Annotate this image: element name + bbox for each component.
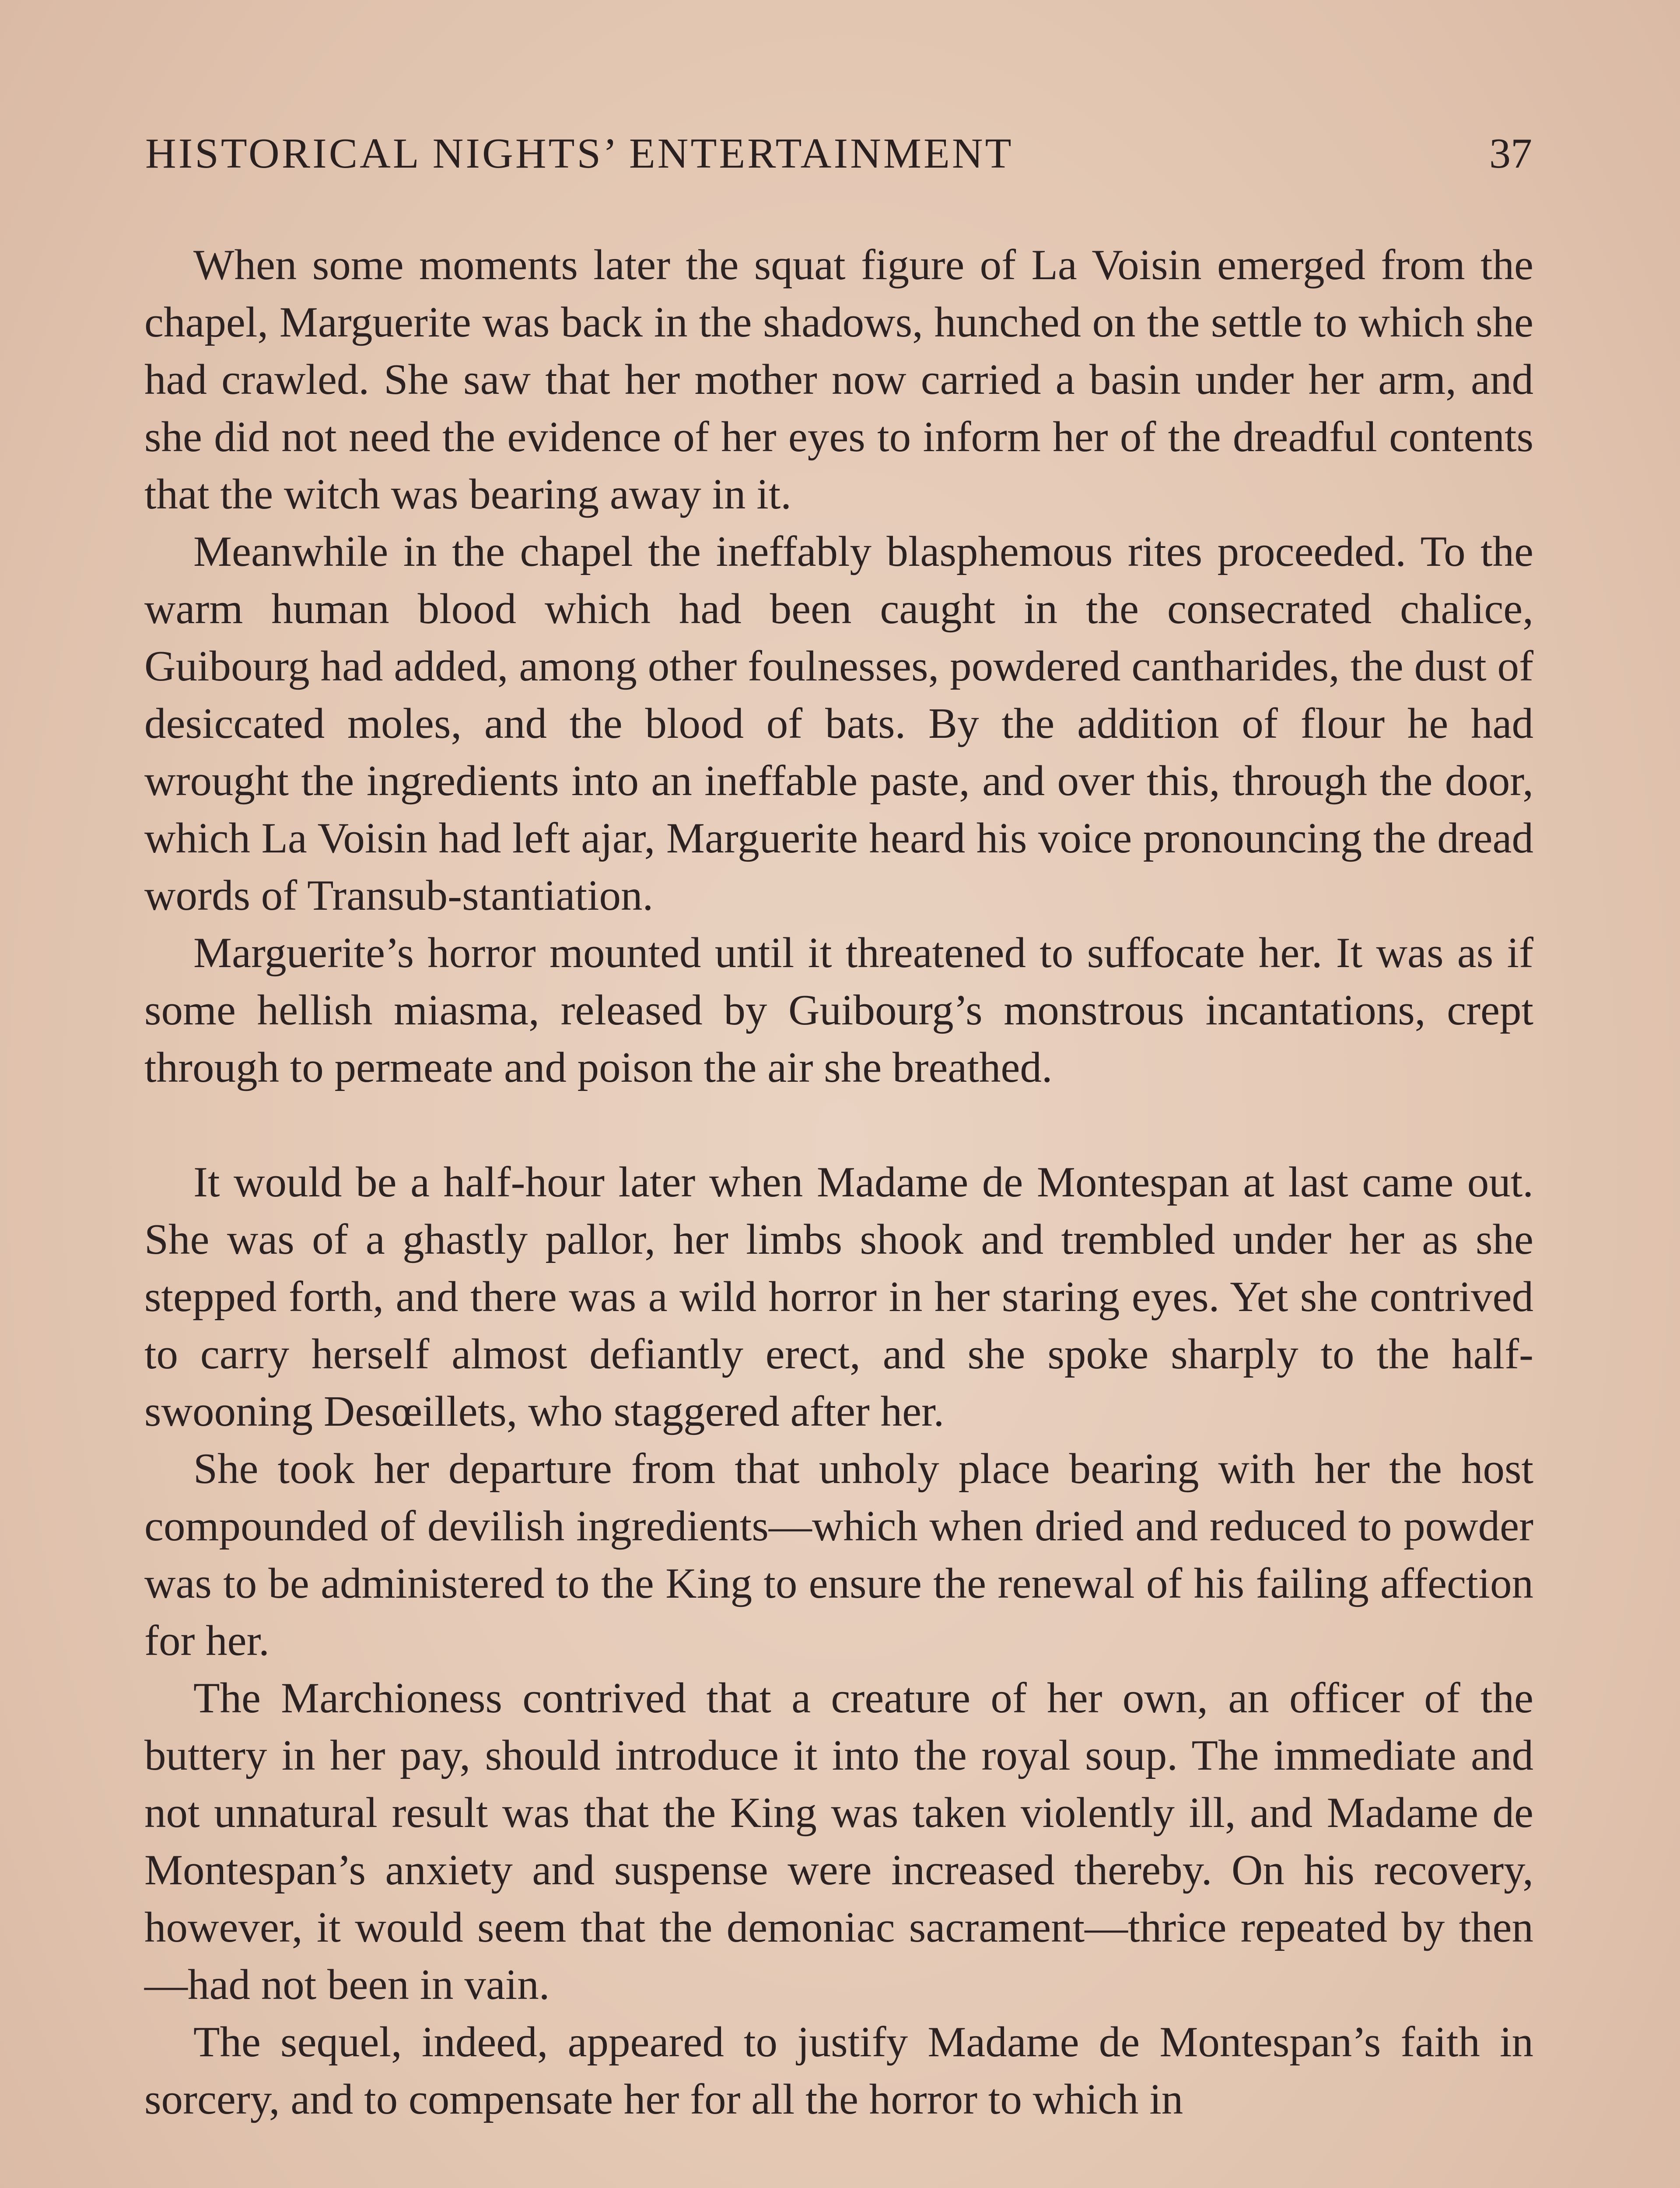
page-number: 37 [1489, 130, 1532, 177]
paragraph: When some moments later the squat figure of La Voisin emerged from the chapel, Marguerite was back in the shadows, hunched on the settle to which she had crawled. She saw that her mother now carried a basin under her arm, and she did not need the evidence of her eyes to inform her of the dreadful contents that the witch was bearing away in it. [144, 241, 1533, 518]
paragraph: Meanwhile in the chapel the ineffably blasphemous rites proceeded. To the warm human blood which had been caught in the consecrated chalice, Guibourg had added, among other foulnesses, powdered cantharides, the dust of desiccated moles, and the blood of bats. By the addition of flour he had wrought the ingredients into an ineffable paste, and over this, through the door, which La Voisin had left ajar, Marguerite heard his voice pronouncing the dread words of Transub-stantiation. [144, 528, 1533, 919]
paragraph: She took her departure from that unholy place bearing with her the host compounded of devilish ingredients—which when dried and reduced to powder was to be administered to the King to ensure the renewal of his failing affection for her. [144, 1445, 1533, 1665]
paragraph: The sequel, indeed, appeared to justify Madame de Montespan’s faith in sorcery, and to compensate her for all the horror to which in [144, 2018, 1533, 2123]
running-title: HISTORICAL NIGHTS’ ENTERTAINMENT [145, 130, 1014, 177]
paragraph: It would be a half-hour later when Madame de Montespan at last came out. She was of a ghastly pallor, her limbs shook and trembled under her as she stepped forth, and there was a wild horror in her staring eyes. Yet she contrived to carry herself almost defiantly erect, and she spoke sharply to the half-swooning Desœillets, who staggered after her. [144, 1158, 1533, 1435]
paragraph: Marguerite’s horror mounted until it threatened to suffocate her. It was as if some hellish miasma, released by Guibourg’s monstrous incantations, crept through to permeate and poison the air she breathed. [144, 929, 1533, 1091]
paragraph: The Marchioness contrived that a creature of her own, an officer of the buttery in her pay, should introduce it into the royal soup. The immediate and not unnatural result was that the King was taken violently ill, and Madame de Montespan’s anxiety and suspense were increased thereby. On his recovery, however, it would seem that the demoniac sacrament—thrice repeated by then—had not been in vain. [144, 1674, 1533, 2009]
page-header [145, 129, 1532, 182]
body-text [144, 236, 1533, 2128]
